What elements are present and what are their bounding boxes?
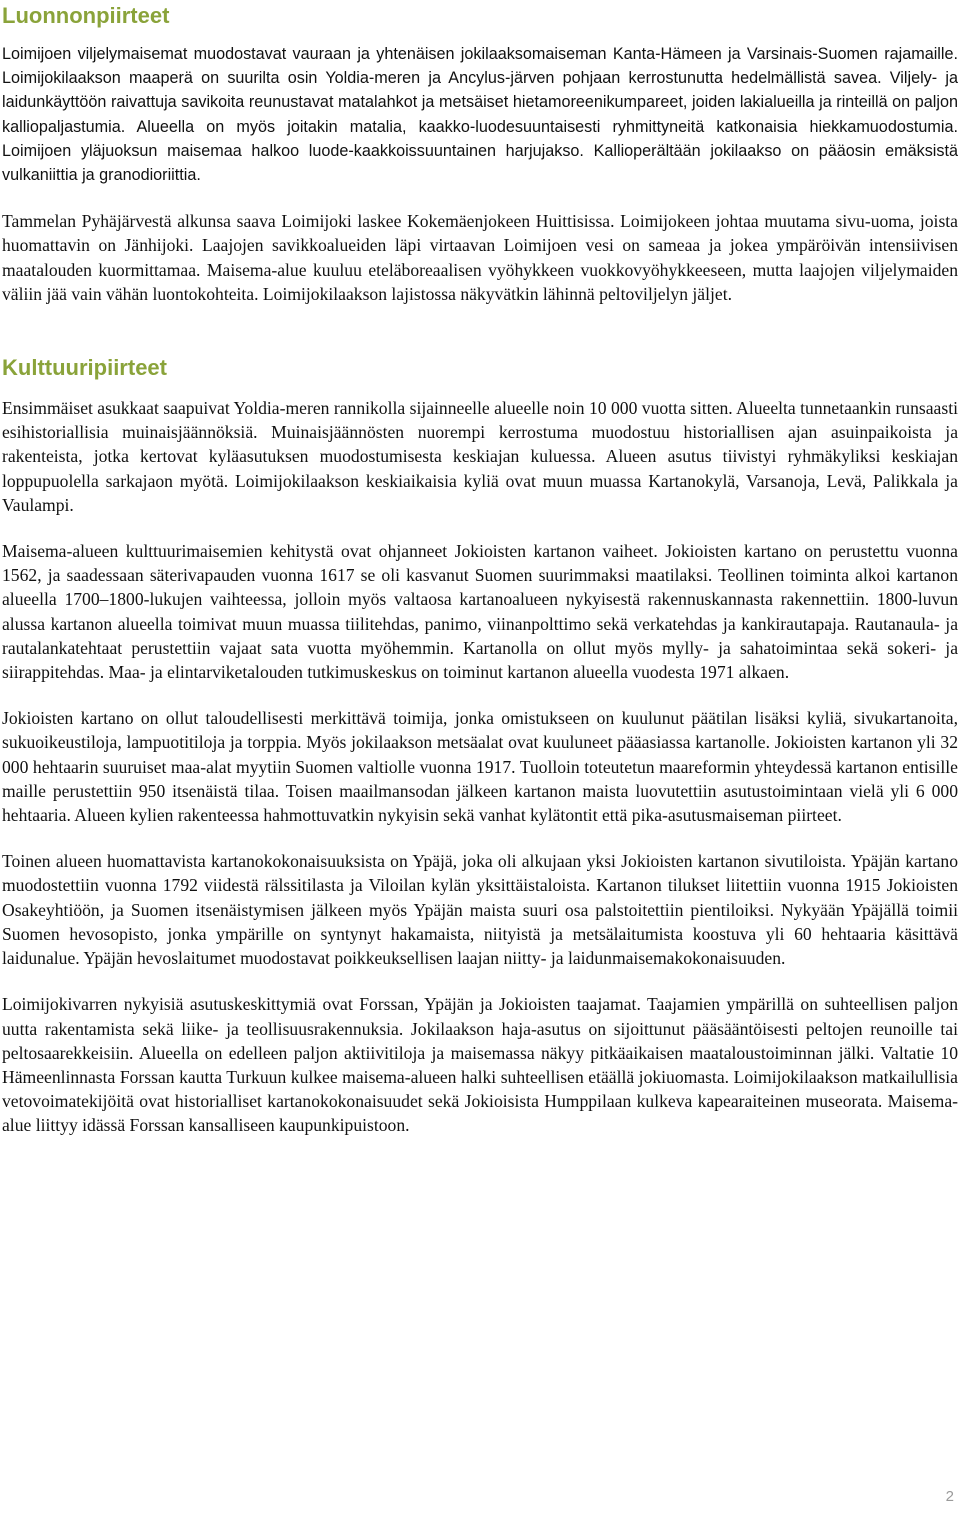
section-heading-nature: Luonnonpiirteet xyxy=(2,3,170,28)
paragraph-culture-1: Ensimmäiset asukkaat saapuivat Yoldia-meren rannikolla sijainneelle alueelle noin 10 000 vuotta sitten. Alueelta tunnetaankin runsaasti esihistoriallisia muinaisjäännöksiä. Muinaisjäännösten nuorempi kerrostuma muodostuu historiallisen ajan asuinpaikoista ja rakenteista, jotka kertovat kyläasutuksen muodostumisesta keskiajan kuluessa. Alueen asutus tiivistyi ryhmäkyliksi keskiajan loppupuolella sarkajaon myötä. Loimijokilaakson keskiaikaisia kyliä ovat muun muassa Kartanokylä, Varsanoja, Levä, Palikkala ja Vaulampi. xyxy=(2,398,958,515)
paragraph-culture-3: Jokioisten kartano on ollut taloudellisesti merkittävä toimija, jonka omistukseen on kuulunut päätilan lisäksi kyliä, sivukartanoita, sukuoikeustiloja, lampuotitiloja ja torppia. Myös jokilaakson metsäalat ovat kuuluneet pääasiassa kartanolle. Jokioisten kartanon yli 32 000 hehtaarin suuruiset maa-alat myytiin Suomen valtiolle vuonna 1917. Tuolloin toteutetun maareformin yhteydessä kartanon entisille maille perustettiin 950 itsenäistä tilaa. Toisen maailmansodan jälkeen kartanon maista luovutettiin asutustoimintaan vielä yli 6 000 hehtaaria. Alueen kylien rakenteessa hahmottuvatkin nykyisin sekä vanhat kylätontit että pika-asutusmaiseman piirteet. xyxy=(2,708,958,826)
paragraph-nature-2: Tammelan Pyhäjärvestä alkunsa saava Loimijoki laskee Kokemäenjokeen Huittisissa. Loimijokeen johtaa muutama sivu-uoma, joista huomattavin on Jänhijoki. Laajojen savikkoalueiden läpi virtaavan Loimijoen vesi on sameaa ja jokea ympäröivän intensiivisen maatalouden kuormittamaa. Maisema-alue kuuluu eteläboreaalisen vyöhykkeen vuokkovyöhykkeeseen, mutta laajojen viljelymaiden väliin jää vain vähän luontokohteita. Loimijokilaakson lajistossa näkyvätkin lähinnä peltoviljelyn jäljet. xyxy=(2,211,958,304)
paragraph-culture-2: Maisema-alueen kulttuurimaisemien kehitystä ovat ohjanneet Jokioisten kartanon vaiheet. Jokioisten kartano on perustettu vuonna 1562, ja saadessaan säterivapauden vuonna 1617 se oli kasvanut Suomen suurimmaksi maatilaksi. Teollinen toiminta alkoi kartanon alueella 1700–1800-lukujen vaihteessa, jolloin myös valtaosa kartanoalueen nykyisestä rakennuskannasta rakennettiin. 1800-luvun alussa kartanon alueella toimivat muun muassa tiilitehdas, panimo, viinanpolttimo sekä verkatehdas ja kankirautapaja. Rautanaula- ja rautalankatehtaat perustettiin vajaat sata vuotta myöhemmin. Kartanolla on ollut myös mylly- ja sahatoimintaa sekä sokeri- ja siirappitehdas. Maa- ja elintarviketalouden tutkimuskeskus on toiminut kartanon alueella vuodesta 1971 alkaen. xyxy=(2,541,958,683)
paragraph-culture-5: Loimijokivarren nykyisiä asutuskeskittymiä ovat Forssan, Ypäjän ja Jokioisten taajamat. Taajamien ympärillä on suhteellisen paljon uutta rakentamista sekä liike- ja teollisuusrakennuksia. Jokilaakson haja-asutus on sijoittunut pääsääntöisesti peltojen reunoille tai peltosaarekkeisiin. Alueella on edelleen paljon aktiivitiloja ja maisemassa näkyy pitkäaikaisen maataloustoiminnan jälki. Valtatie 10 Hämeenlinnasta Forssan kautta Turkuun kulkee maisema-alueen halki suhteellisen etäällä jokiuomasta. Loimijokilaakson matkailullisia vetovoimatekijöitä ovat historialliset kartanokokonaisuudet sekä Jokioisista Humppilaan kulkeva kapearaiteinen museorata. Maisema-alue liittyy idässä Forssan kansalliseen kaupunkipuistoon. xyxy=(2,994,958,1136)
section-heading-culture: Kulttuuripiirteet xyxy=(2,355,167,381)
page-number: 2 xyxy=(945,1488,954,1505)
paragraph-nature-1: Loimijoen viljelymaisemat muodostavat vauraan ja yhtenäisen jokilaaksomaiseman Kanta-Hämeen ja Varsinais-Suomen rajamaille. Loimijokilaakson maaperä on suurilta osin Yoldia-meren ja Ancylus-järven pohjaan kerrostunutta hedelmällistä savea. Viljely- ja laidunkäyttöön raivattuja savikoita reunustavat matalahkot ja metsäiset hietamoreenikumpareet, joiden lakialueilla ja rinteillä on paljon kalliopaljastumia. Alueella on myös joitakin matalia, kaakko-luodesuuntaisesti ryhmittyneitä katkonaisia hiekkamuodostumia. Loimijoen yläjuoksun maisemaa halkoo luode-kaakkoissuuntainen harjujakso. Kallioperältään jokilaakso on pääosin emäksistä vulkaniittia ja granodioriittia. xyxy=(2,45,958,185)
paragraph-culture-4: Toinen alueen huomattavista kartanokokonaisuuksista on Ypäjä, joka oli alkujaan yksi Jokioisten kartanon sivutiloista. Ypäjän kartano muodostettiin vuonna 1792 viidestä rälssitilasta ja Viloilan kylän yksittäistaloista. Kartanon tilukset liitettiin vuonna 1915 Jokioisten Osakeyhtiöön, ja Suomen itsenäistymisen jälkeen myös Ypäjän maista suuri osa palstoitettiin pientiloiksi. Nykyään Ypäjällä toimii Suomen hevosopisto, jonka ympärille on syntynyt hakamaista, niityistä ja metsälaitumista koostuva yli 60 hehtaaria käsittävä laidunalue. Ypäjän hevoslaitumet muodostavat poikkeuksellisen laajan niitty- ja laidunmaisemakokonaisuuden. xyxy=(2,851,958,969)
page-content xyxy=(2,0,958,1160)
